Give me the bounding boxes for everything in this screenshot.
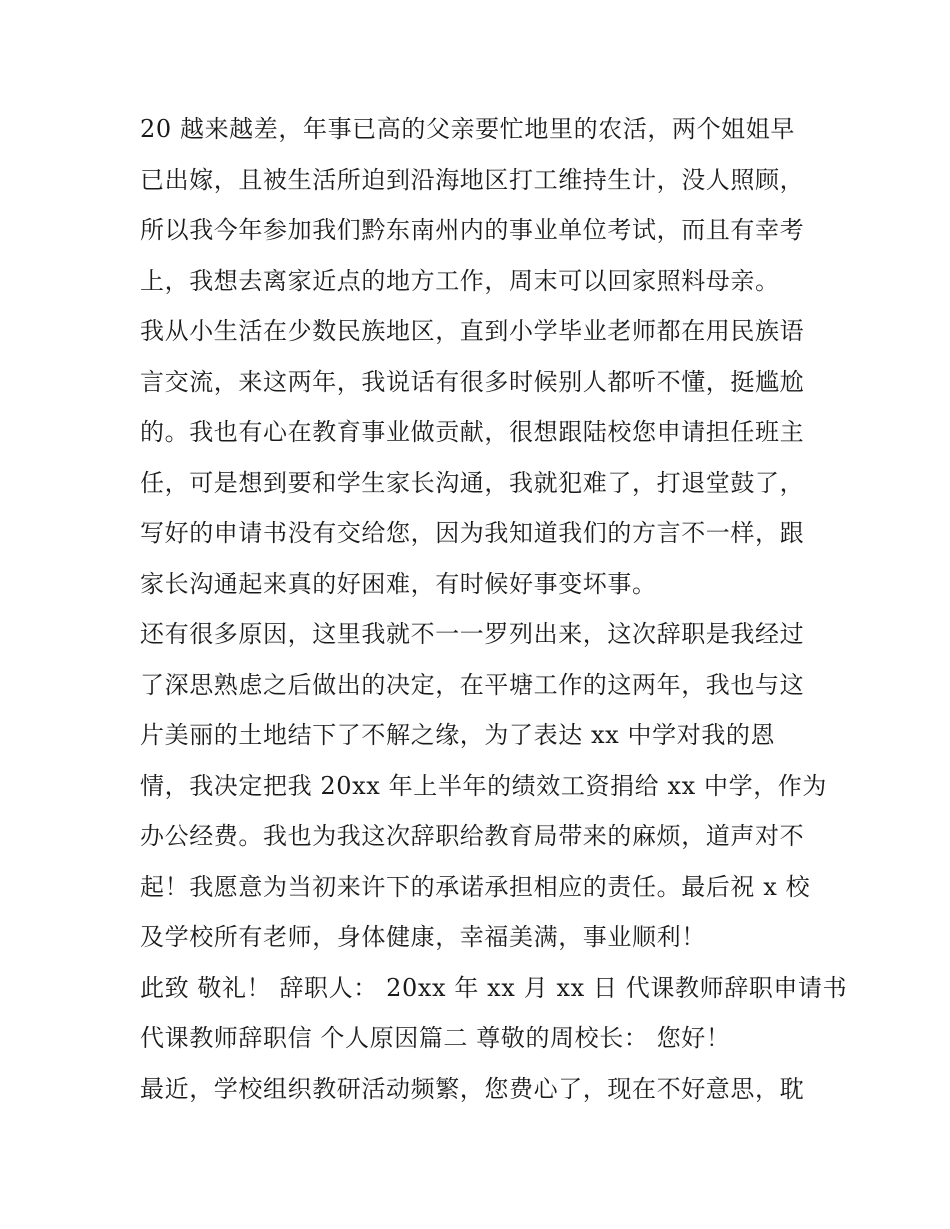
text-line: 了深思熟虑之后做出的决定，在平塘工作的这两年，我也与这 [140,670,805,699]
text-line: 20 越来越差，年事已高的父亲要忙地里的农活，两个姐姐早 [140,115,795,143]
text-line: 此致 敬礼！ 辞职人： 20xx 年 xx 月 xx 日 代课教师辞职申请书 [140,973,848,1002]
text-line: 言交流，来这两年，我说话有很多时候别人都听不懂，挺尴尬 [140,367,805,396]
document-body [140,104,848,1114]
text-line: 家长沟通起来真的好困难，有时候好事变坏事。 [140,569,657,598]
text-line: 所以我今年参加我们黔东南州内的事业单位考试，而且有幸考 [140,216,805,244]
text-line: 代课教师辞职信 个人原因篇二 尊敬的周校长： 您好！ [140,1024,731,1052]
text-line: 上，我想去离家近点的地方工作，周末可以回家照料母亲。 [140,266,780,295]
text-line: 及学校所有老师，身体健康，幸福美满，事业顺利！ [140,923,706,951]
text-line: 写好的申请书没有交给您，因为我知道我们的方言不一样，跟 [140,519,805,547]
text-line: 办公经费。我也为我这次辞职给教育局带来的麻烦，道声对不 [140,822,805,850]
text-line: 我从小生活在少数民族地区，直到小学毕业老师都在用民族语 [140,317,805,345]
text-line: 情，我决定把我 20xx 年上半年的绩效工资捐给 xx 中学，作为 [140,771,827,800]
text-line: 还有很多原因，这里我就不一一罗列出来，这次辞职是我经过 [140,620,805,648]
text-line: 任，可是想到要和学生家长沟通，我就犯难了，打退堂鼓了， [140,468,805,497]
text-line: 已出嫁，且被生活所迫到沿海地区打工维持生计，没人照顾， [140,165,805,194]
text-line: 起！我愿意为当初来许下的承诺承担相应的责任。最后祝 x 校 [140,872,811,901]
text-line: 的。我也有心在教育事业做贡献，很想跟陆校您申请担任班主 [140,418,805,446]
text-line: 最近，学校组织教研活动频繁，您费心了，现在不好意思，耽 [140,1074,805,1103]
text-line: 片美丽的土地结下了不解之缘，为了表达 xx 中学对我的恩 [140,721,776,749]
